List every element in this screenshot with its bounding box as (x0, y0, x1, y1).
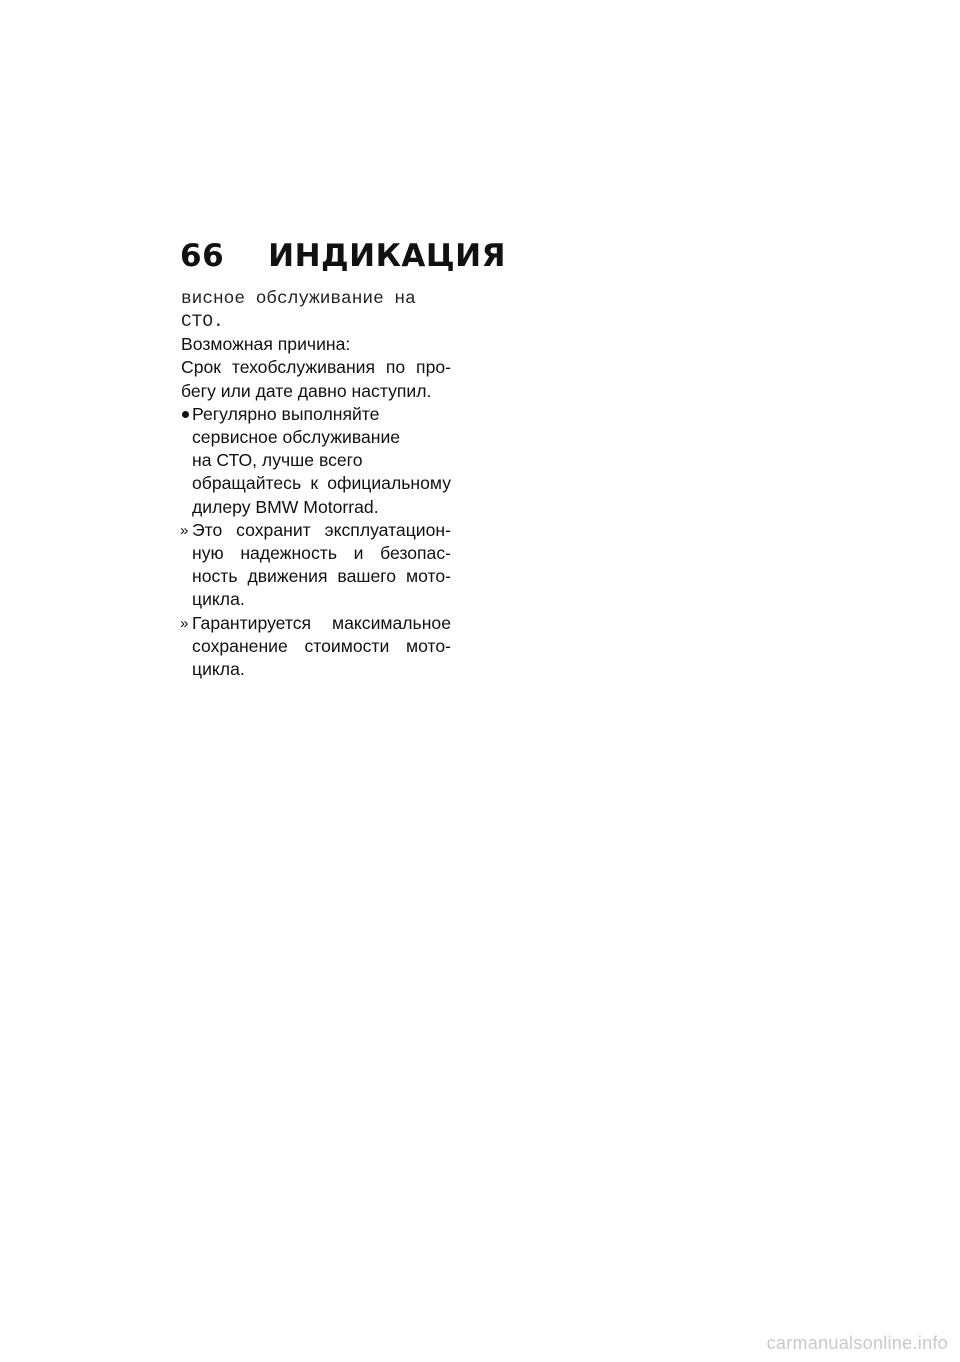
action-line: Регулярно выполняйте (192, 403, 380, 424)
mono-line: СТО. (181, 311, 224, 332)
watermark: carmanualsonline.info (766, 1333, 948, 1353)
result-line: Гарантируется максимальное (192, 612, 451, 633)
cause-text (181, 356, 451, 402)
result-line: ность движения вашего мото- (192, 566, 451, 587)
action-line: сервисное обслуживание (192, 427, 401, 447)
page-header (180, 238, 506, 274)
action-line: дилеру BMW Motorrad. (192, 496, 379, 517)
result-arrow-icon: » (180, 521, 189, 539)
action-item (181, 403, 451, 519)
mono-line: висное обслуживание на (181, 289, 416, 309)
result-line: цикла. (192, 589, 245, 610)
result-arrow-icon: » (180, 614, 189, 632)
result-line: сохранение стоимости мото- (192, 635, 451, 656)
text-column (181, 288, 451, 681)
result-item (181, 612, 451, 682)
page-number: 66 (180, 238, 225, 274)
result-line: ную надежность и безопас- (192, 543, 451, 564)
chapter-title: ИНДИКАЦИЯ (268, 238, 506, 274)
action-line: обращайтесь к официальному (192, 473, 451, 494)
result-line: цикла. (192, 659, 245, 680)
result-line: Это сохранит эксплуатацион- (192, 519, 451, 540)
warning-text-continuation (181, 288, 451, 333)
result-item (181, 519, 451, 612)
action-line: на СТО, лучше всего (192, 450, 363, 471)
cause-line: бегу или дате давно наступил. (181, 380, 432, 401)
cause-label: Возможная причина: (181, 334, 351, 355)
cause-line: Срок техобслуживания по про- (181, 357, 451, 378)
